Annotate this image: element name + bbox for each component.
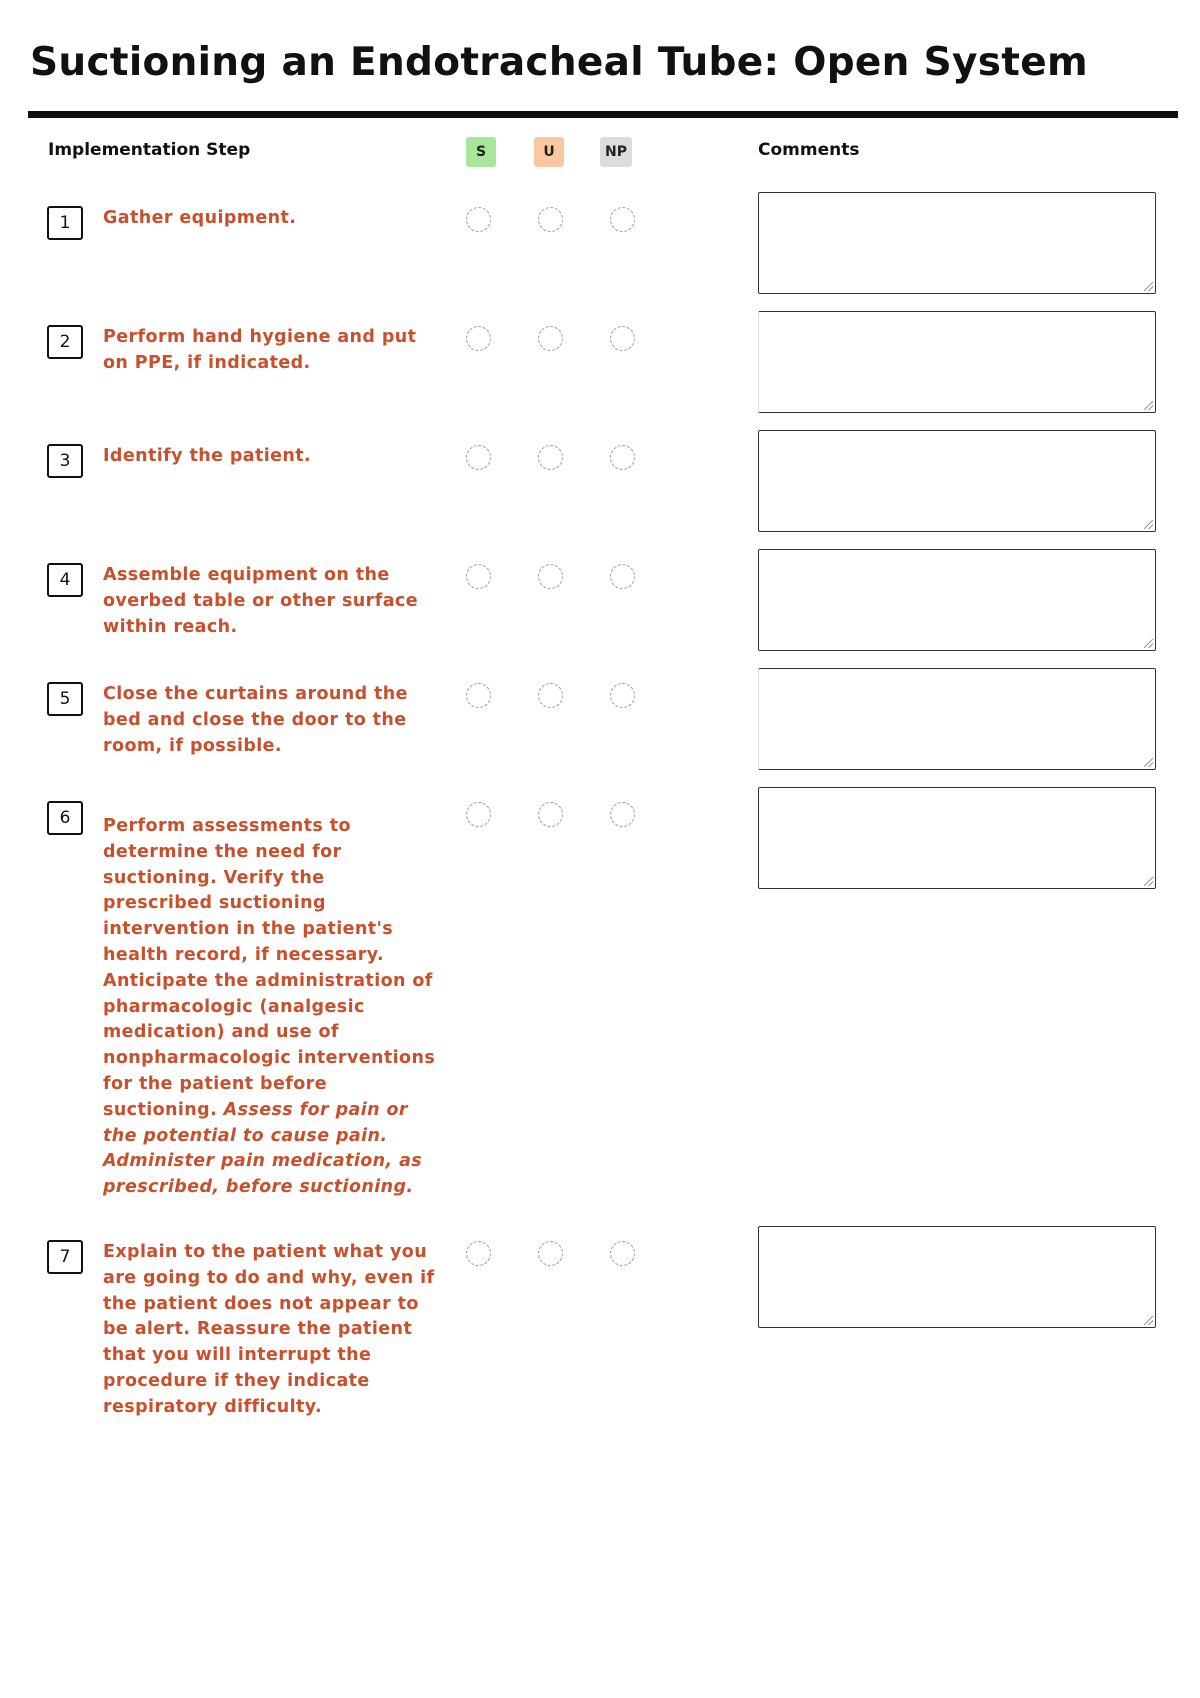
radio-unsatisfactory[interactable] (538, 326, 563, 351)
unsatisfactory-badge: U (534, 137, 564, 167)
step-number: 4 (47, 563, 83, 597)
comment-textarea[interactable] (758, 311, 1156, 413)
radio-not-performed[interactable] (610, 802, 635, 827)
radio-satisfactory[interactable] (466, 326, 491, 351)
radio-not-performed[interactable] (610, 326, 635, 351)
step-text: Close the curtains around the bed and close the door to the room, if possible. (103, 684, 408, 756)
comment-textarea[interactable] (758, 1226, 1156, 1328)
radio-satisfactory[interactable] (466, 1241, 491, 1266)
resize-grip-icon[interactable] (1144, 282, 1153, 291)
step-number: 3 (47, 444, 83, 478)
radio-unsatisfactory[interactable] (538, 1241, 563, 1266)
satisfactory-badge: S (466, 137, 496, 167)
radio-not-performed[interactable] (610, 445, 635, 470)
step-number: 5 (47, 682, 83, 716)
step-text-italic: Assess for pain or the potential to cause pain. Administer pain medication, as prescribed, before suctioning. (103, 1099, 423, 1198)
radio-satisfactory[interactable] (466, 207, 491, 232)
radio-satisfactory[interactable] (466, 802, 491, 827)
comments-header: Comments (758, 140, 860, 160)
radio-unsatisfactory[interactable] (538, 207, 563, 232)
step-number: 1 (47, 206, 83, 240)
resize-grip-icon[interactable] (1144, 877, 1153, 886)
step-text (103, 814, 438, 1201)
step-text: Explain to the patient what you are going to do and why, even if the patient does not appear to be alert. Reassure the patient that you will interrupt the procedure if they indicate respiratory difficulty. (103, 1242, 435, 1417)
step-text: Assemble equipment on the overbed table or other surface within reach. (103, 565, 418, 637)
radio-satisfactory[interactable] (466, 683, 491, 708)
radio-unsatisfactory[interactable] (538, 683, 563, 708)
step-text: Gather equipment. (103, 208, 297, 228)
page-title: Suctioning an Endotracheal Tube: Open System (30, 40, 1088, 85)
radio-unsatisfactory[interactable] (538, 802, 563, 827)
radio-not-performed[interactable] (610, 683, 635, 708)
resize-grip-icon[interactable] (1144, 639, 1153, 648)
radio-not-performed[interactable] (610, 1241, 635, 1266)
resize-grip-icon[interactable] (1144, 758, 1153, 767)
step-text: Identify the patient. (103, 446, 312, 466)
step-text: Perform hand hygiene and put on PPE, if indicated. (103, 327, 417, 373)
radio-not-performed[interactable] (610, 207, 635, 232)
radio-satisfactory[interactable] (466, 445, 491, 470)
radio-unsatisfactory[interactable] (538, 564, 563, 589)
implementation-step-header: Implementation Step (48, 140, 251, 160)
resize-grip-icon[interactable] (1144, 401, 1153, 410)
step-number: 2 (47, 325, 83, 359)
not-performed-badge: NP (600, 137, 632, 167)
step-number: 7 (47, 1240, 83, 1274)
step-number: 6 (47, 801, 83, 835)
radio-satisfactory[interactable] (466, 564, 491, 589)
resize-grip-icon[interactable] (1144, 1316, 1153, 1325)
comment-textarea[interactable] (758, 787, 1156, 889)
comment-textarea[interactable] (758, 430, 1156, 532)
title-divider (28, 111, 1178, 118)
comment-textarea[interactable] (758, 549, 1156, 651)
radio-unsatisfactory[interactable] (538, 445, 563, 470)
step-text-main: Perform assessments to determine the need for suctioning. Verify the prescribed suctioning intervention in the patient's health record, if necessary. Anticipate the administration of pharmacologic (analgesic medication) and use of nonpharmacologic interventions for the patient before suctioning. (103, 816, 436, 1120)
resize-grip-icon[interactable] (1144, 520, 1153, 529)
radio-not-performed[interactable] (610, 564, 635, 589)
comment-textarea[interactable] (758, 668, 1156, 770)
comment-textarea[interactable] (758, 192, 1156, 294)
